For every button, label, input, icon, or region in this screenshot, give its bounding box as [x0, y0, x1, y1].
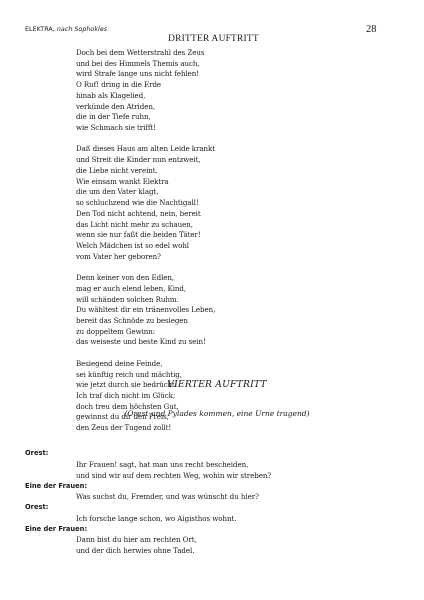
verse-line: gewinnst du dir den Preis, [76, 412, 169, 422]
speech-line: und der dich herwies ohne Tadel. [76, 546, 195, 555]
verse-line: bereit das Schnöde zu besiegen [76, 315, 188, 325]
speaker-name: Eine der Frauen: [25, 524, 88, 533]
verse-line: die Liebe nicht vereint. [76, 165, 158, 175]
verse-line: den Zeus der Tugend zollt! [76, 423, 172, 433]
verse-line: sei künftig reich und mächtig, [76, 369, 182, 379]
verse-line: Denn keiner von den Edlen, [76, 273, 175, 283]
verse-line: doch treu dem höchsten Gut, [76, 401, 179, 411]
verse-line: wie Schmach sie trifft! [76, 123, 156, 133]
verse-line: wenn sie nur faßt die beiden Täter! [76, 230, 201, 240]
verse-line: Welch Mädchen ist so edel wohl [76, 240, 189, 250]
speech-line: Was suchst du, Fremder, und was wünscht du hier? [76, 492, 259, 501]
header-title: ELEKTRA, [25, 26, 55, 33]
verse-line: verkünde den Atriden, [76, 101, 155, 111]
dialogue [25, 448, 405, 556]
stage-direction: (Orest und Pylades kommen, eine Urne tragend) [124, 409, 310, 418]
verse-line: Daß dieses Haus am alten Leide krankt [76, 144, 215, 154]
verse-line: mag er auch elend leben, Kind, [76, 283, 187, 293]
verse-line: Besiegend deine Feinde, [76, 358, 163, 368]
speech-line: Dann bist du hier am rechten Ort, [76, 535, 197, 544]
verse-line: das weiseste und beste Kind zu sein! [76, 337, 206, 347]
speaker-name: Eine der Frauen: [25, 481, 88, 490]
stanza [76, 144, 215, 262]
verse-line: O Ruf! dring in die Erde [76, 80, 162, 90]
verse-line: das Licht nicht mehr zu schauen, [76, 219, 193, 229]
verse-line: Du wähltest dir ein tränenvolles Leben, [76, 305, 216, 315]
verse-line: will schänden solchen Ruhm. [76, 294, 179, 304]
speaker-name: Orest: [25, 503, 49, 511]
verse-line: Wie einsam wankt Elektra [76, 176, 169, 186]
speech-line: Ich forsche lange schon, wo Aigisthos wohnt. [76, 513, 237, 523]
verse-line: Doch bei dem Wetterstrahl des Zeus [76, 48, 205, 57]
verse-line: Den Tod nicht achtend, nein, bereit [76, 208, 201, 218]
verse-line: wie jetzt durch sie bedrückt! [76, 380, 178, 390]
verse-line: vom Vater her geboren? [76, 251, 161, 261]
speech-line: Ihr Frauen! sagt, hat man uns recht bescheiden, [76, 459, 249, 469]
verse-line: zu doppeltem Gewinn: [76, 326, 156, 336]
speech-line: und sind wir auf dem rechten Weg, wohin wir streben? [76, 470, 272, 480]
header-subtitle: nach Sophokles [56, 26, 108, 33]
verse-line: die in der Tiefe ruhn, [76, 112, 151, 122]
verse-line: Ich traf dich nicht im Glück; [76, 391, 176, 400]
verse-line: so schluchzend wie die Nachtigall! [76, 198, 199, 208]
scene-title: VIERTER AUFTRITT [167, 379, 267, 390]
verse-line: und Streit die Kinder nun entzweit, [76, 155, 201, 165]
speaker-name: Orest: [25, 449, 49, 457]
verse-line: hinab als Klagelied, [76, 90, 146, 100]
stanza [76, 359, 215, 434]
verse-line: die um den Vater klagt, [76, 187, 159, 197]
stanza [76, 273, 215, 348]
running-header [25, 26, 107, 33]
page-number: 28 [366, 24, 377, 35]
verse-line: wird Strafe lange uns nicht fehlen! [76, 69, 199, 79]
scene-heading: DRITTER AUFTRITT [168, 34, 259, 44]
stanza [76, 48, 215, 134]
verse-line: und bei des Himmels Themis auch, [76, 58, 200, 68]
